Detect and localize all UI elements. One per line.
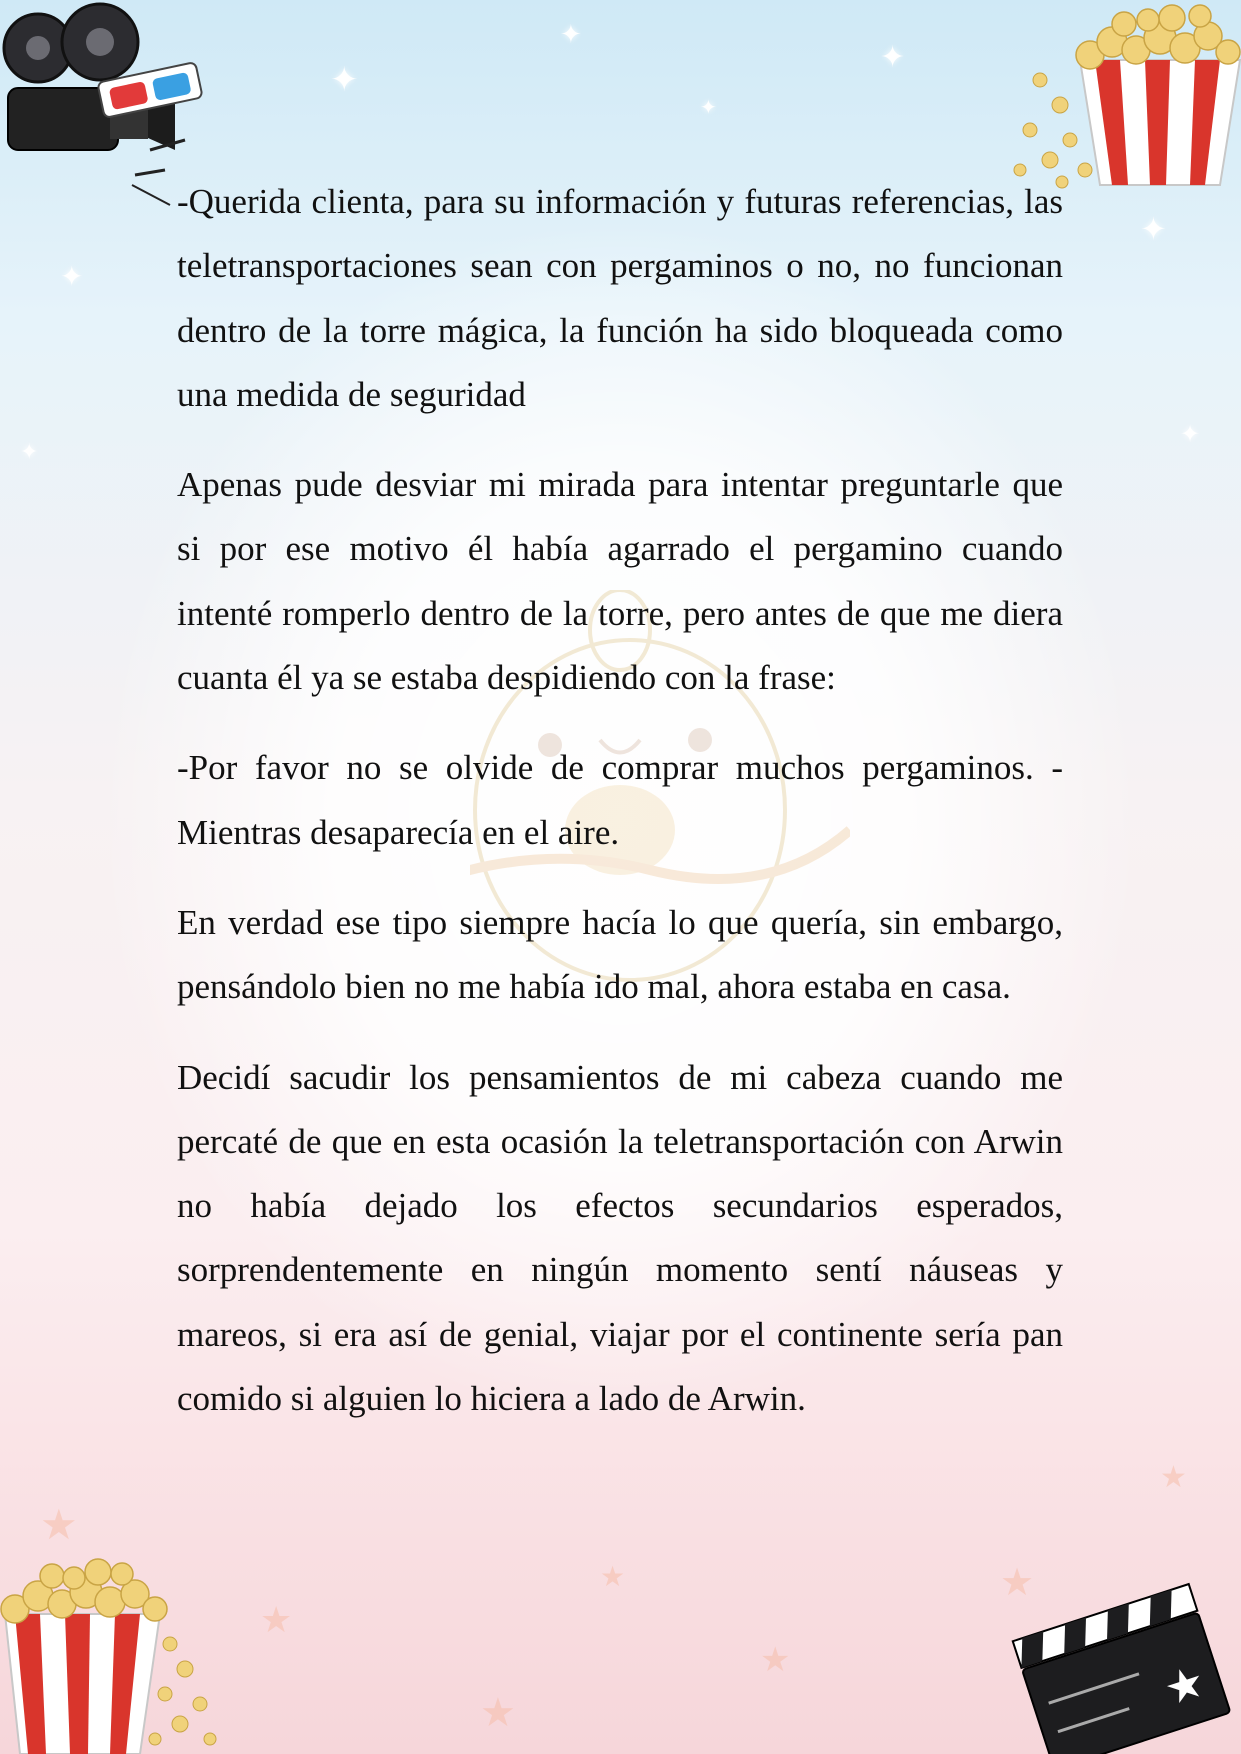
- paragraph: -Querida clienta, para su información y futuras referencias, las teletransportaciones sean con pergaminos o no, no funcionan dentro de la torre mágica, la función ha sido bloqueada como una medida de seguridad: [177, 182, 1063, 414]
- sparkle-icon: ✦: [1140, 210, 1167, 248]
- paragraph: Apenas pude desviar mi mirada para intentar preguntarle que si por ese motivo él había agarrado el pergamino cuando intenté romperlo dentro de la torre, pero antes de que me diera cuanta él ya se estaba despidiendo con la frase:: [177, 465, 1063, 698]
- popcorn-bucket-icon: [0, 1554, 230, 1754]
- star-icon: ★: [1000, 1560, 1035, 1604]
- paragraph: En verdad ese tipo siempre hacía lo que quería, sin embargo, pensándolo bien no me había ido mal, ahora estaba en casa.: [177, 902, 1063, 1007]
- sparkle-icon: ✦: [20, 440, 39, 465]
- star-icon: ★: [40, 1500, 78, 1549]
- sparkle-icon: ✦: [60, 260, 84, 293]
- star-icon: ★: [480, 1690, 516, 1736]
- paragraph: Decidí sacudir los pensamientos de mi cabeza cuando me percaté de que en esta ocasión la teletransportación con Arwin no había dejado los efectos secundarios esperados, sorprendentemente en ningún momento sentí náuseas y mareos, si era así de genial, viajar por el continente sería pan comido si alguien lo hiciera a lado de Arwin.: [177, 1057, 1063, 1419]
- star-icon: ★: [260, 1600, 293, 1641]
- sparkle-icon: ✦: [330, 60, 359, 100]
- star-icon: ★: [1160, 1460, 1187, 1495]
- sparkle-icon: ✦: [1180, 420, 1201, 448]
- sparkle-icon: ✦: [880, 40, 906, 75]
- page-body: [177, 170, 1063, 1457]
- paragraph: -Por favor no se olvide de comprar muchos pergaminos. - Mientras desaparecía en el aire.: [177, 748, 1063, 852]
- sparkle-icon: ✦: [560, 20, 582, 50]
- sparkle-icon: ✦: [700, 95, 717, 119]
- clapperboard-icon: [1010, 1570, 1241, 1754]
- star-icon: ★: [760, 1640, 791, 1680]
- svg-text:★: ★: [1158, 1655, 1212, 1717]
- star-icon: ★: [600, 1560, 626, 1593]
